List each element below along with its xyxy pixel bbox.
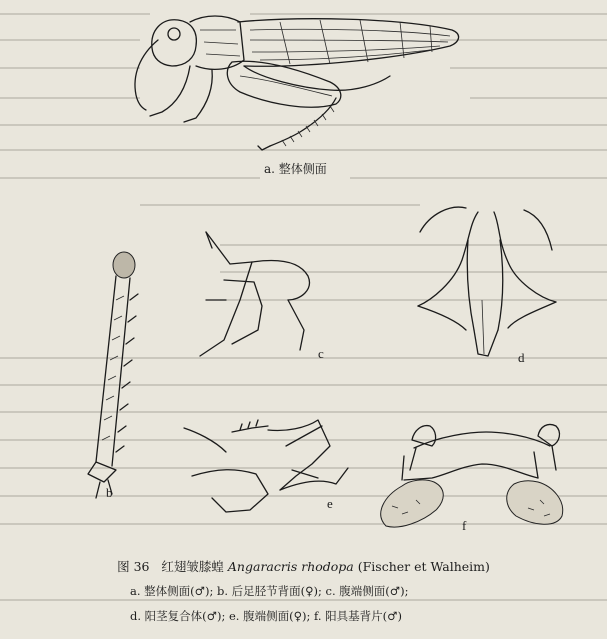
caption-line-2: a. 整体侧面(♂); b. 后足胫节背面(♀); c. 腹端侧面(♂); [130, 584, 409, 598]
panel-b-letter: b [106, 485, 113, 500]
figure-caption [0, 559, 607, 575]
panel-a-letter: a. [264, 162, 275, 176]
species-scientific-name: Angaracris rhodopa [227, 559, 354, 574]
panel-a-label: 整体侧面 [278, 162, 327, 176]
species-author: (Fischer et Walheim) [357, 559, 490, 574]
panel-d-letter: d [518, 350, 525, 365]
figure-number: 图 36 [117, 559, 150, 574]
panel-e-letter: e [327, 496, 333, 511]
species-common-name: 红翅皱膝蝗 [161, 559, 224, 574]
panel-f-letter: f [462, 518, 467, 533]
caption-line-3: d. 阳茎复合体(♂); e. 腹端侧面(♀); f. 阳具基背片(♂) [130, 609, 402, 623]
panel-c-letter: c [318, 346, 324, 361]
